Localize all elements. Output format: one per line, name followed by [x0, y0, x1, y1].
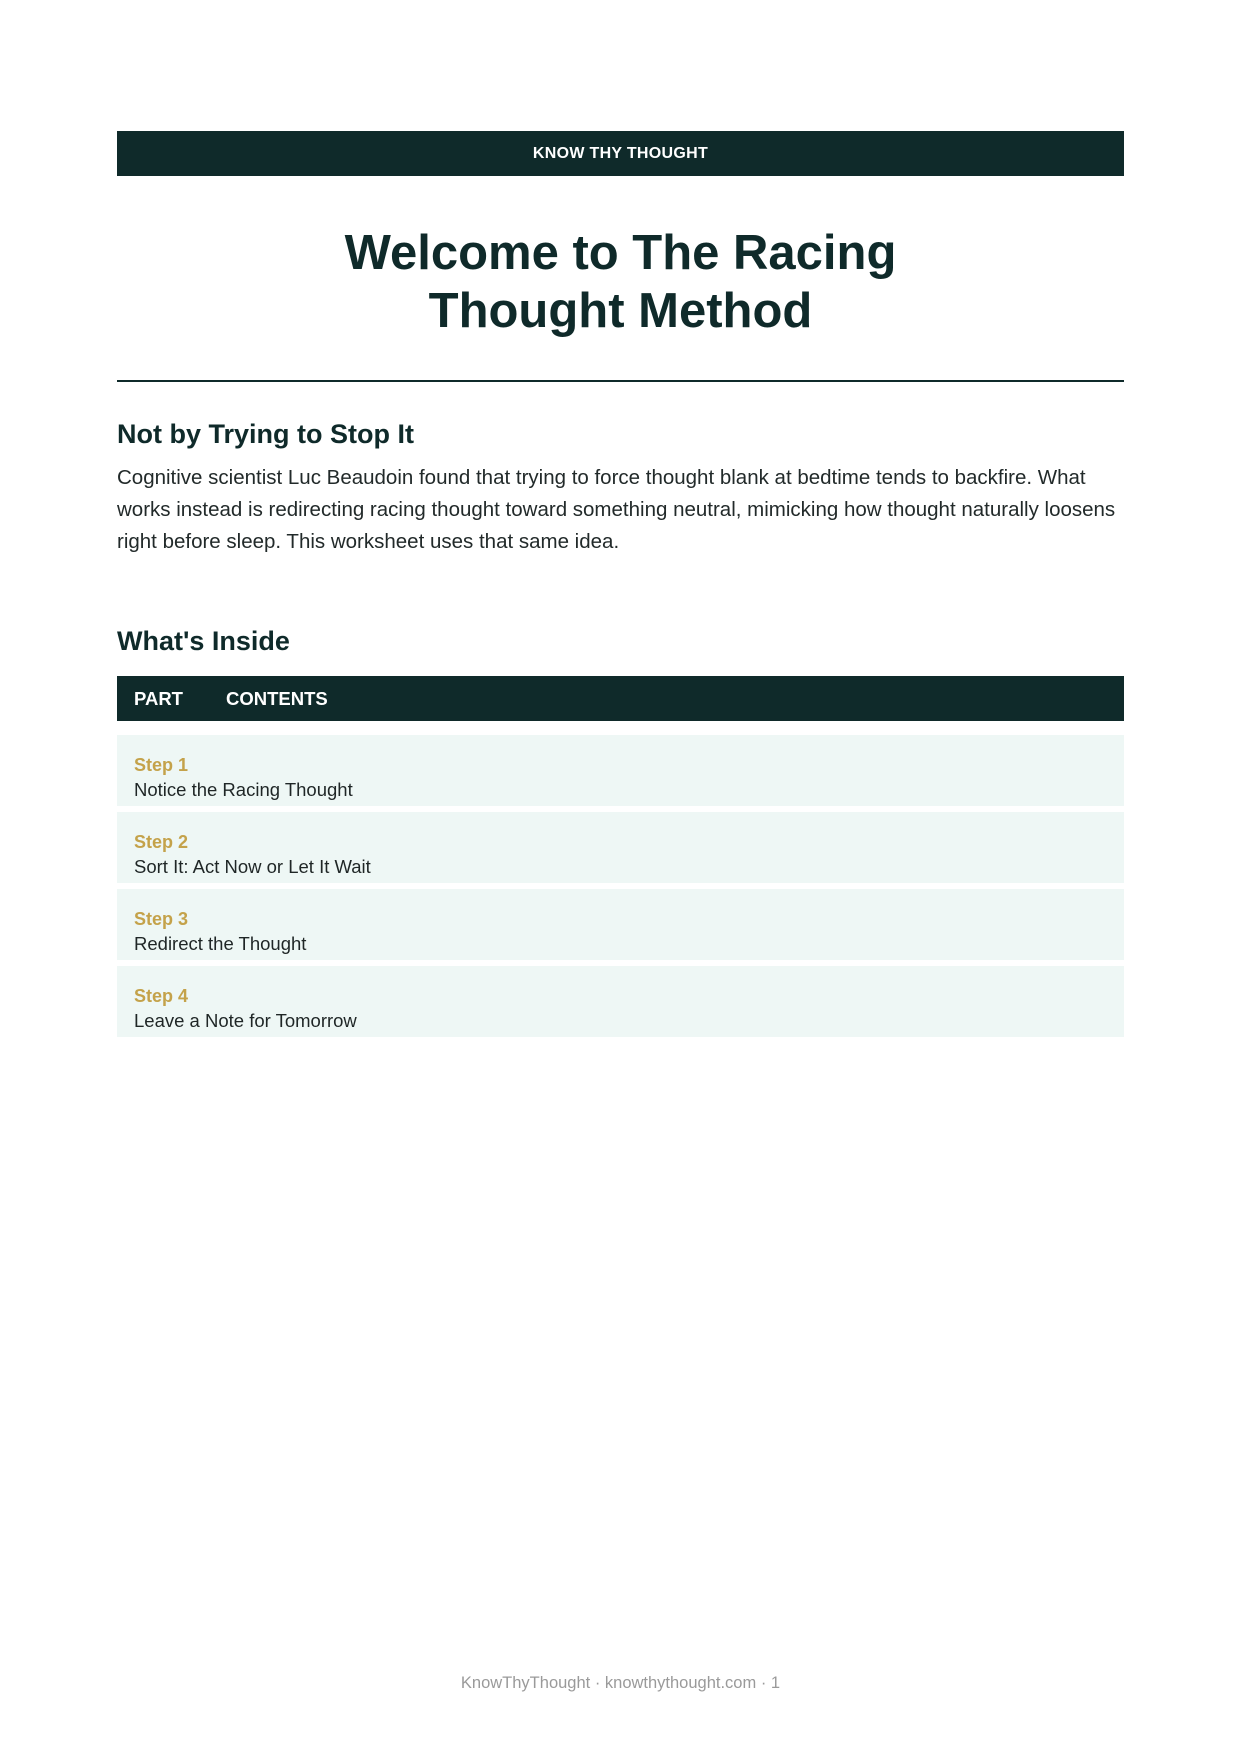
column-header-part: PART	[134, 687, 183, 709]
step-label: Step 4	[134, 986, 189, 1006]
step-label: Step 1	[134, 755, 189, 775]
page-footer: KnowThyThought · knowthythought.com · 1	[460, 1674, 781, 1692]
table-row	[117, 966, 1124, 1037]
step-label: Step 2	[134, 832, 189, 852]
table-row	[117, 735, 1124, 806]
page-title	[117, 224, 1124, 340]
intro-paragraph: Cognitive scientist Luc Beaudoin found that trying to force thought blank at bedtime tends to backfire. What works instead is redirecting racing thought toward something neutral, mimicking how thought naturally loosens right before sleep. This worksheet uses that same idea.	[117, 466, 1116, 553]
table-row	[117, 889, 1124, 960]
step-title: Leave a Note for Tomorrow	[134, 1010, 357, 1031]
step-title: Redirect the Thought	[134, 933, 307, 954]
brand-name: KNOW THY THOUGHT	[532, 144, 709, 162]
step-title: Sort It: Act Now or Let It Wait	[134, 856, 371, 877]
contents-table-header	[117, 676, 1124, 721]
step-label: Step 3	[134, 909, 189, 929]
brand-header-bar	[117, 131, 1124, 176]
title-divider	[117, 380, 1124, 382]
contents-table	[117, 676, 1124, 1037]
column-header-contents: CONTENTS	[226, 687, 328, 709]
contents-table-body	[117, 735, 1124, 1037]
document-page	[117, 131, 1124, 1043]
contents-heading: What's Inside	[117, 626, 290, 656]
table-row	[117, 812, 1124, 883]
step-title: Notice the Racing Thought	[134, 779, 353, 800]
intro-heading: Not by Trying to Stop It	[117, 419, 414, 449]
page-title-line-1: Welcome to The Racing	[344, 226, 897, 280]
page-title-line-2: Thought Method	[428, 284, 813, 338]
